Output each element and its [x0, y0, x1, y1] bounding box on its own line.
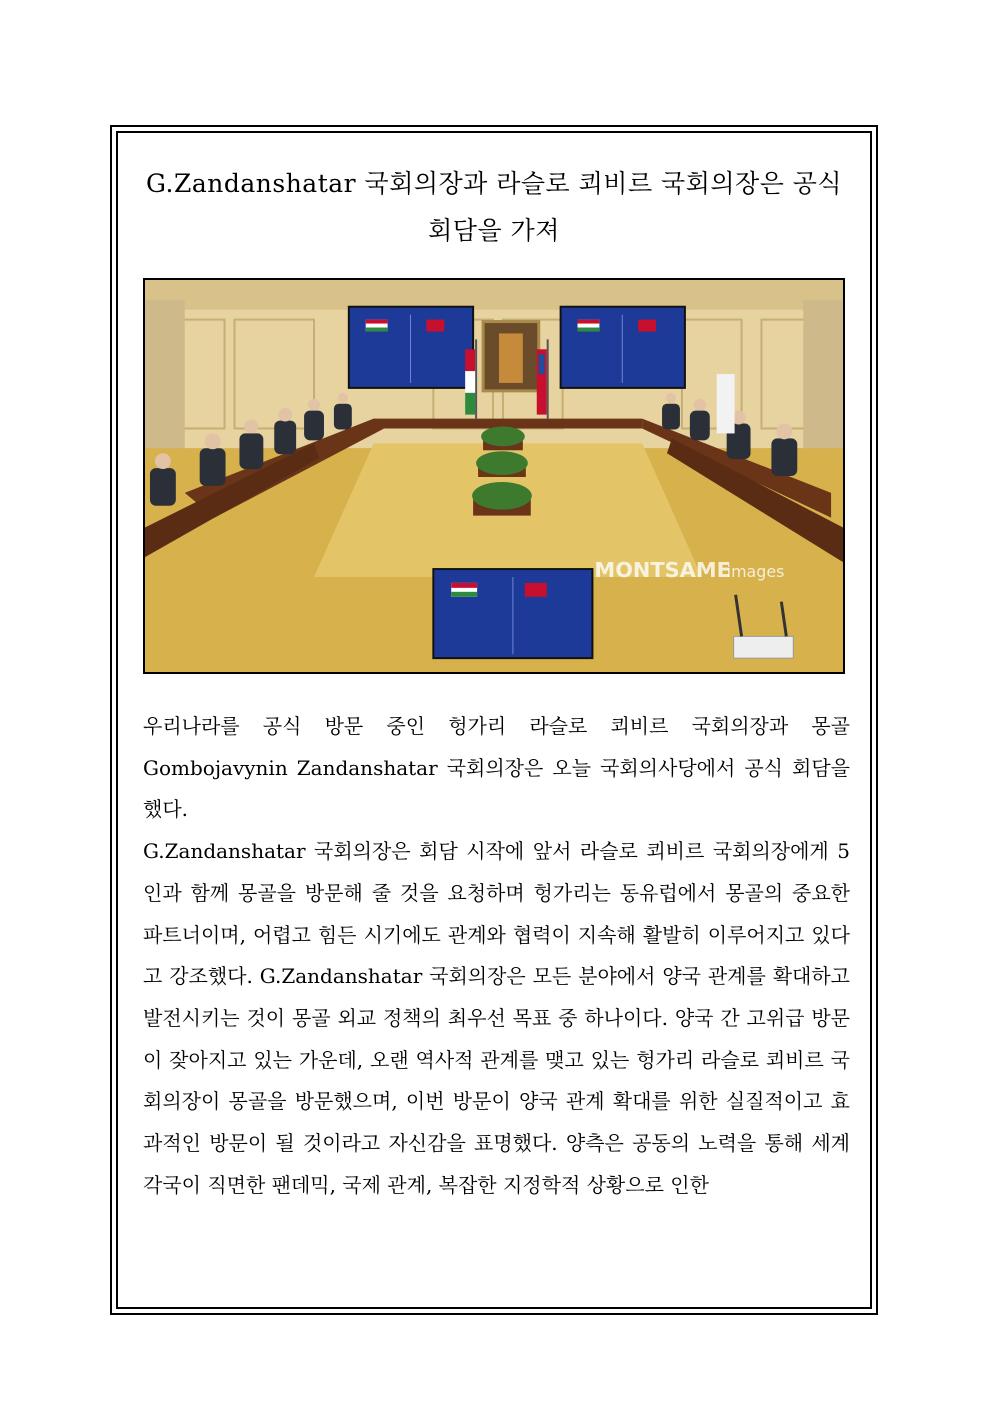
meeting-room-illustration	[145, 280, 843, 672]
photo-watermark-suffix: images	[726, 562, 785, 581]
ceiling-strip	[145, 280, 843, 310]
screen-left	[349, 307, 473, 388]
paragraph: G.Zandanshatar 국회의장은 회담 시작에 앞서 라슬로 쾨비르 국회의장에게 5인과 함께 몽골을 방문해 줄 것을 요청하며 헝가리는 동유럽에서 몽골의 중요한 파트너이며, 어렵고 힘든 시기에도 관계와 협력이 지속해 활발히 이루어지고 있다고 강조했다. G.Zandanshatar 국회의장은 모든 분야에서 양국 관계를 확대하고 발전시키는 것이 몽골 외교 정책의 최우선 목표 중 하나이다. 양국 간 고위급 방문이 잦아지고 있는 가운데, 오랜 역사적 관계를 맺고 있는 헝가리 라슬로 쾨비르 국회의장이 몽골을 방문했으며, 이번 방문이 양국 관계 확대를 위한 실질적이고 효과적인 방문이 될 것이라고 자신감을 표명했다. 양측은 공동의 노력을 통해 세계 각국이 직면한 팬데믹, 국제 관계, 복잡한 지정학적 상황으로 인한	[143, 839, 850, 1197]
meeting-room-photo	[143, 278, 845, 674]
paragraph: 우리나라를 공식 방문 중인 헝가리 라슬로 쾨비르 국회의장과 몽골 Gombojavynin Zandanshatar 국회의장은 오늘 국회의사당에서 공식 회담을 했다.	[143, 714, 850, 822]
air-conditioner	[717, 374, 735, 433]
article-title-line-1: G.Zandanshatar 국회의장과 라슬로 쾨비르 국회의장은 공식	[145, 169, 843, 198]
portrait-figure	[499, 333, 523, 382]
article-title-line-2: 회담을 가져	[428, 216, 560, 245]
screen-right	[561, 307, 685, 388]
article-body	[143, 706, 850, 1206]
article-title	[128, 160, 860, 254]
screen-front	[433, 569, 592, 658]
photo-watermark: MONTSAME	[594, 558, 731, 582]
